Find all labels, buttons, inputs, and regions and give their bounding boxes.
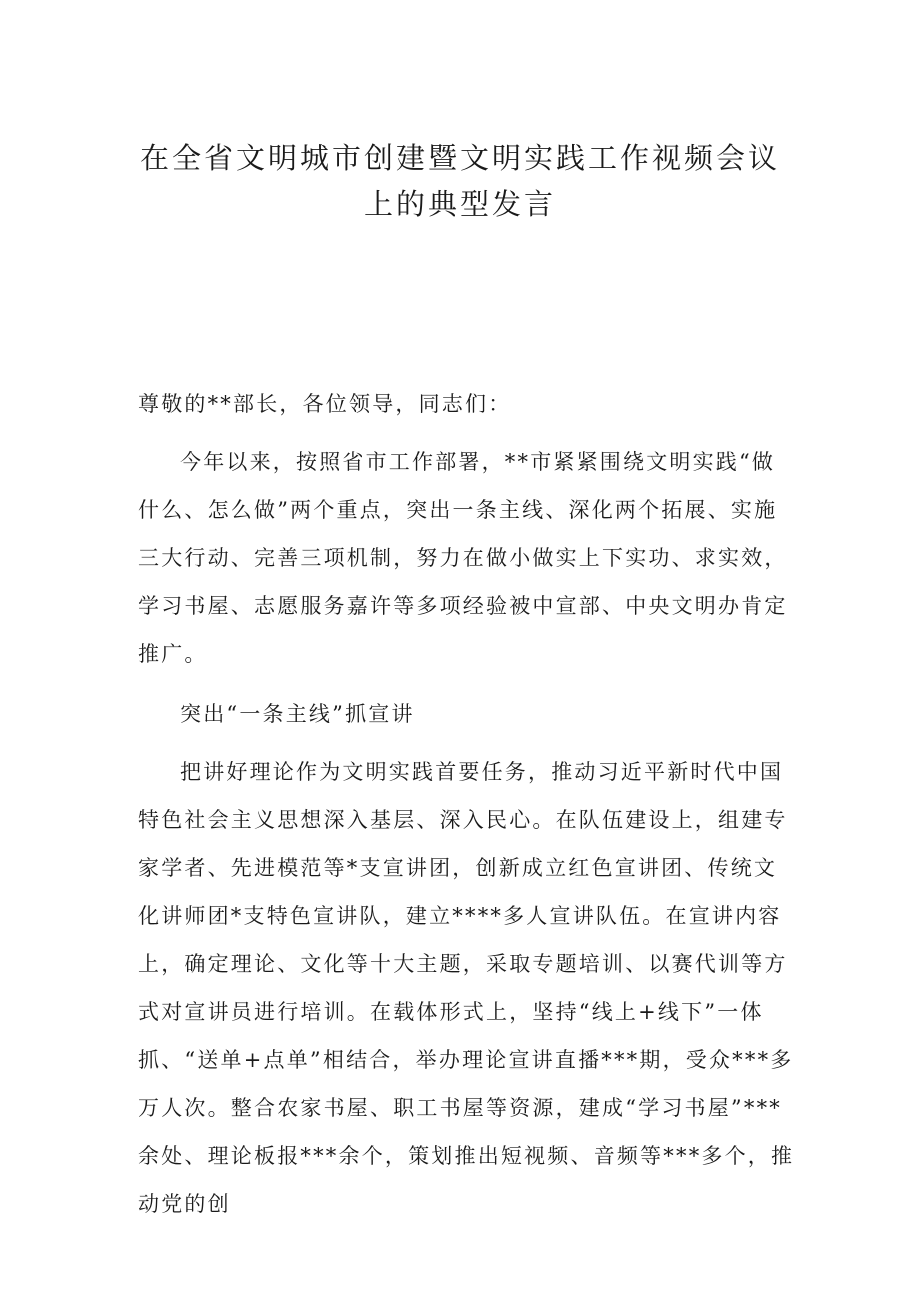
document-title-line-1: 在全省文明城市创建暨文明实践工作视频会议 [139,141,780,175]
paragraph-intro: 今年以来，按照省市工作部署，**市紧紧围绕文明实践“做什么、怎么做”两个重点，突出一条主线、深化两个拓展、实施三大行动、完善三项机制，努力在做小做实上下实功、求实效，学习书屋、志愿服务嘉许等多项经验被中宣部、中央文明办肯定推广。 [138,450,788,666]
document-title-line-2: 上的典型发言 [363,187,556,221]
section-heading: 突出“一条主线”抓宣讲 [180,702,415,726]
paragraph-propaganda: 把讲好理论作为文明实践首要任务，推动习近平新时代中国特色社会主义思想深入基层、深入民心。在队伍建设上，组建专家学者、先进模范等*支宣讲团，创新成立红色宣讲团、传统文化讲师团*支特色宣讲队，建立****多人宣讲队伍。在宣讲内容上，确定理论、文化等十大主题，采取专题培训、以赛代训等方式对宣讲员进行培训。在载体形式上，坚持“线上+线下”一体抓、“送单+点单”相结合，举办理论宣讲直播***期，受众***多万人次。整合农家书屋、职工书屋等资源，建成“学习书屋”***余处、理论板报***余个，策划推出短视频、音频等***多个，推动党的创 [138,760,795,1216]
salutation: 尊敬的**部长，各位领导，同志们： [138,392,512,416]
